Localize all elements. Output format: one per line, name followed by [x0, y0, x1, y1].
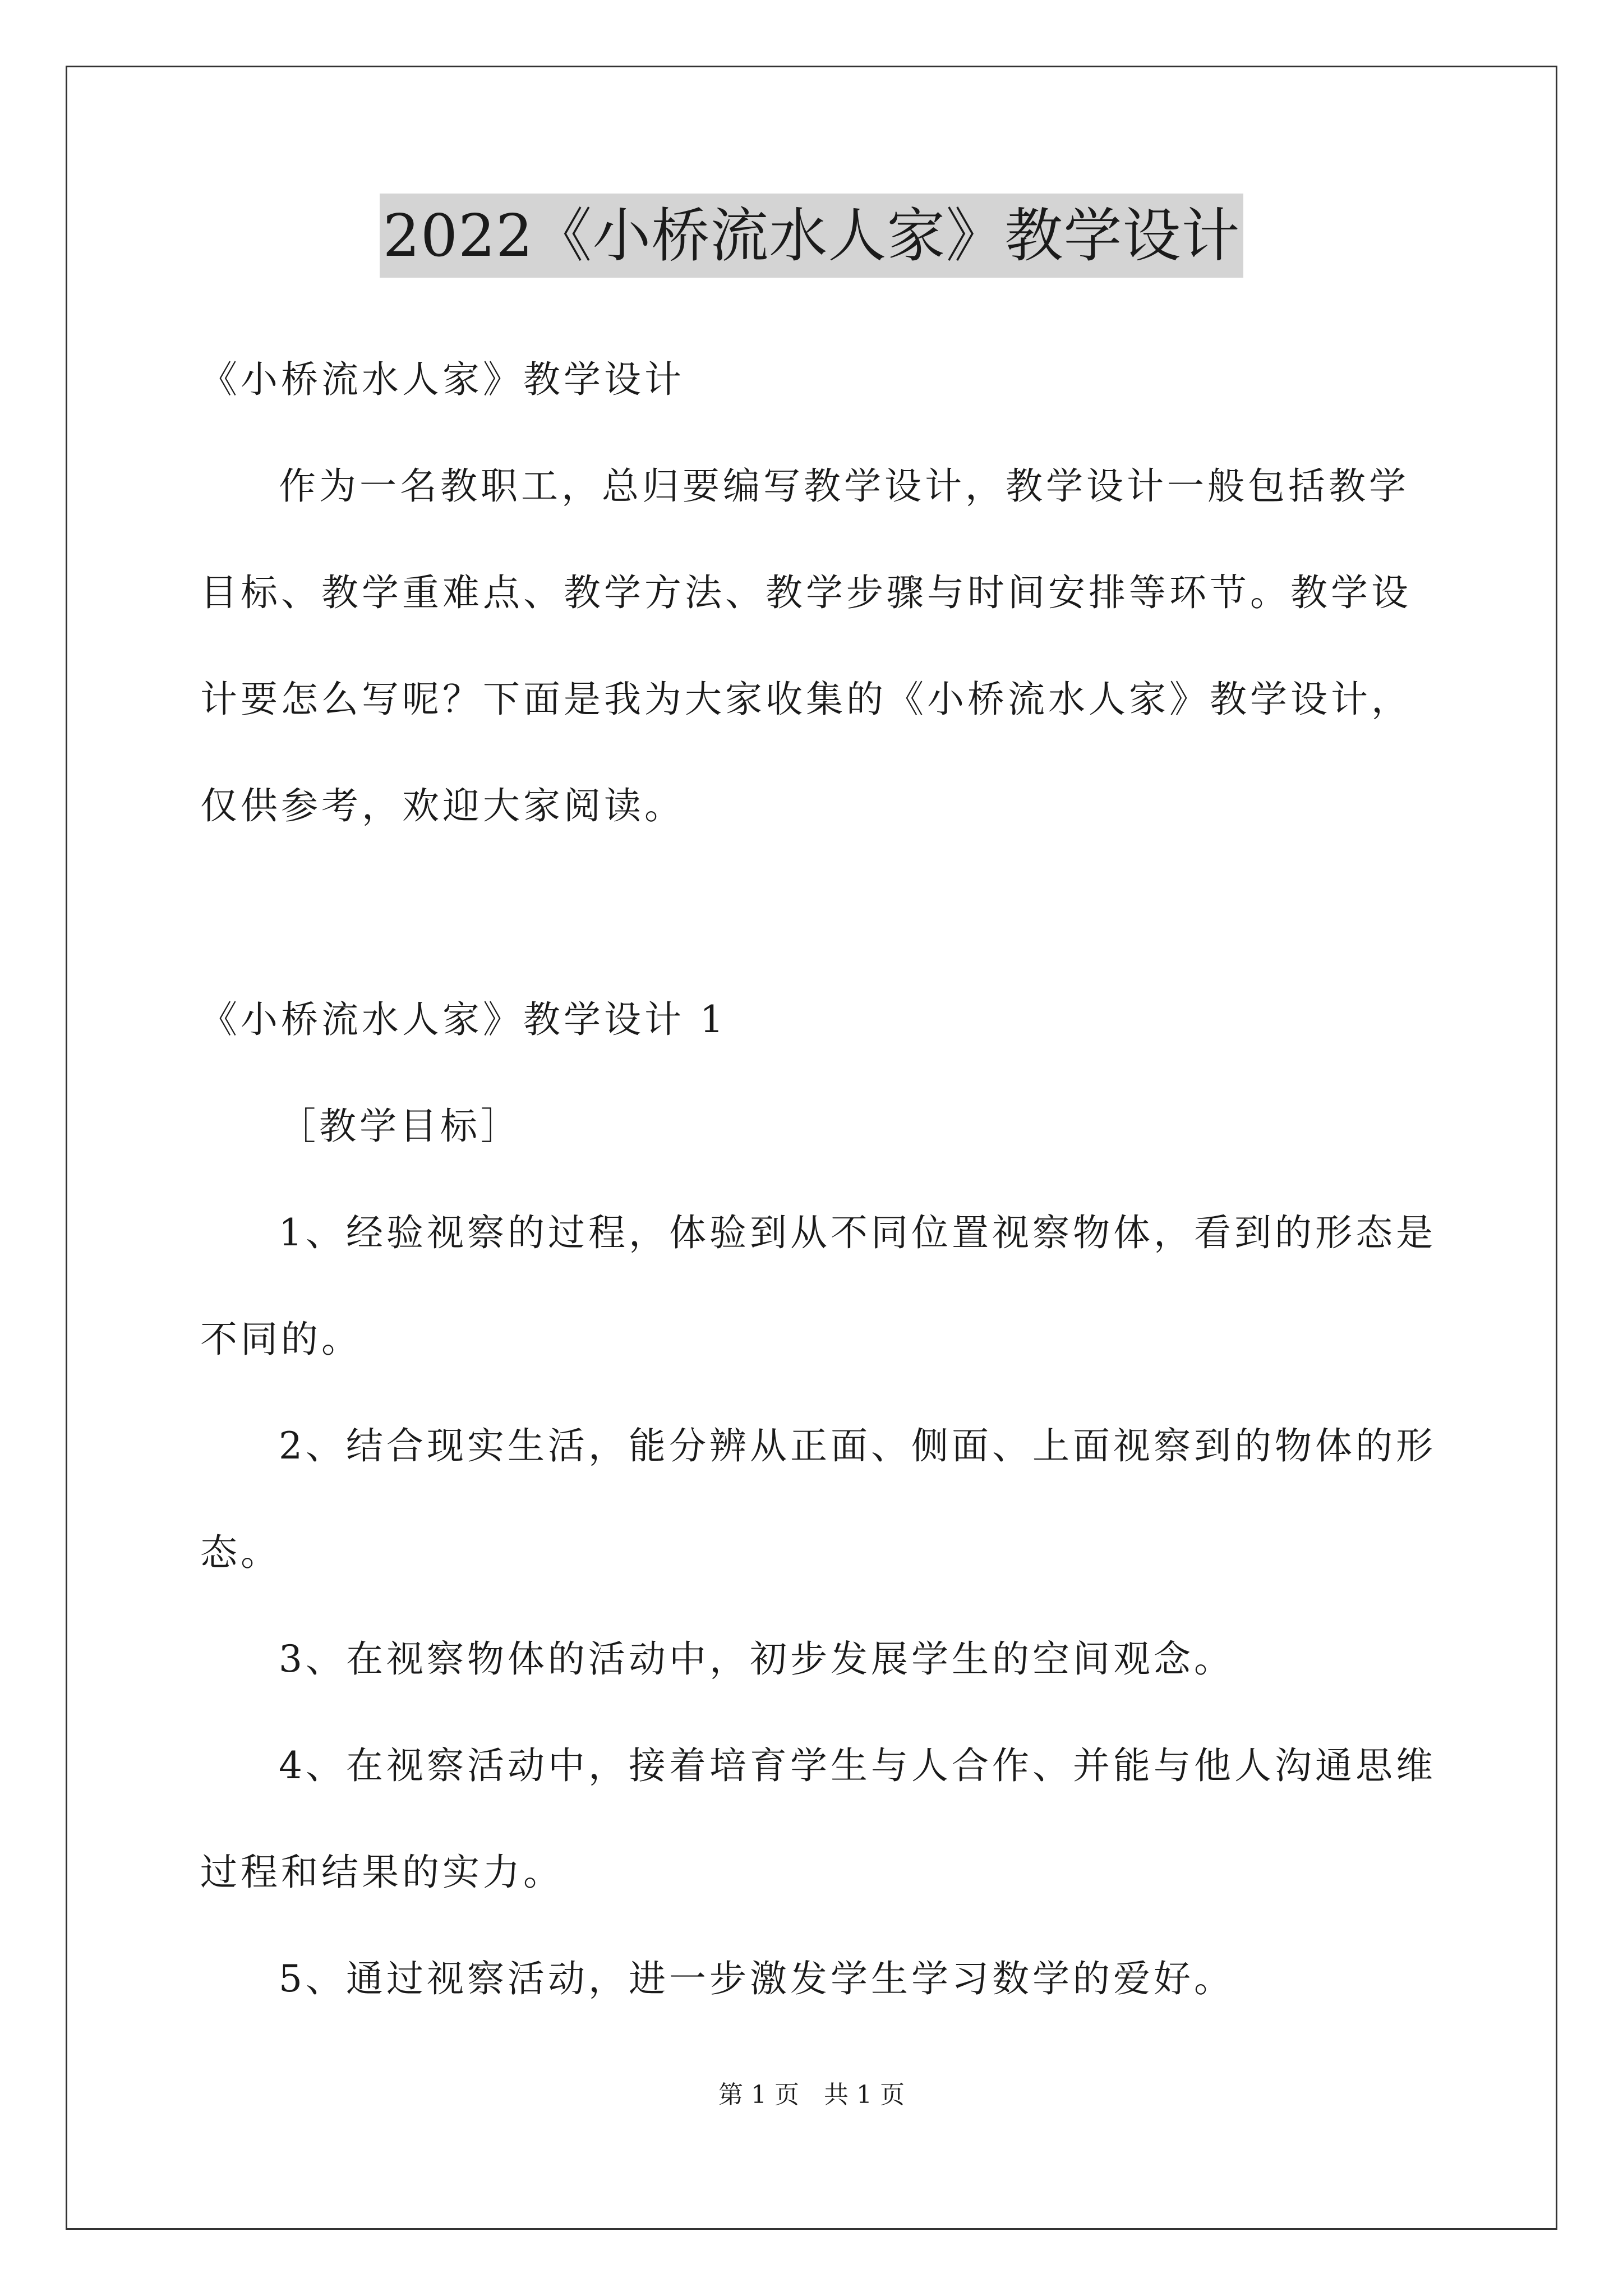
- intro-line: 作为一名教职工，总归要编写教学设计，教学设计一般包括教学: [279, 464, 1409, 508]
- goal-line: 态。: [200, 1531, 281, 1574]
- intro-line: 目标、教学重难点、教学方法、教学步骤与时间安排等环节。教学设: [200, 571, 1412, 614]
- goal-line: 4、在视察活动中，接着培育学生与人合作、并能与他人沟通思维: [279, 1744, 1436, 1787]
- goal-line: 1、经验视察的过程，体验到从不同位置视察物体，看到的形态是: [279, 1211, 1436, 1254]
- goal-line: 不同的。: [200, 1318, 362, 1361]
- title-container: [0, 194, 1623, 278]
- intro-line: 计要怎么写呢？下面是我为大家收集的《小桥流水人家》教学设计，: [200, 678, 1412, 721]
- document-title: 2022《小桥流水人家》教学设计: [380, 194, 1244, 278]
- page-footer: 第 1 页 共 1 页: [718, 2081, 905, 2109]
- goal-line: 过程和结果的实力。: [200, 1851, 564, 1894]
- goal-line: 2、结合现实生活，能分辨从正面、侧面、上面视察到的物体的形: [279, 1424, 1436, 1467]
- section-title: 《小桥流水人家》教学设计 1: [200, 998, 727, 1041]
- goals-heading: ［教学目标］: [279, 1105, 521, 1148]
- goal-line: 5、通过视察活动，进一步激发学生学习数学的爱好。: [279, 1957, 1234, 2000]
- intro-line: 仅供参考，欢迎大家阅读。: [200, 784, 685, 827]
- goal-line: 3、在视察物体的活动中，初步发展学生的空间观念。: [279, 1637, 1234, 1681]
- document-subtitle: 《小桥流水人家》教学设计: [200, 358, 685, 401]
